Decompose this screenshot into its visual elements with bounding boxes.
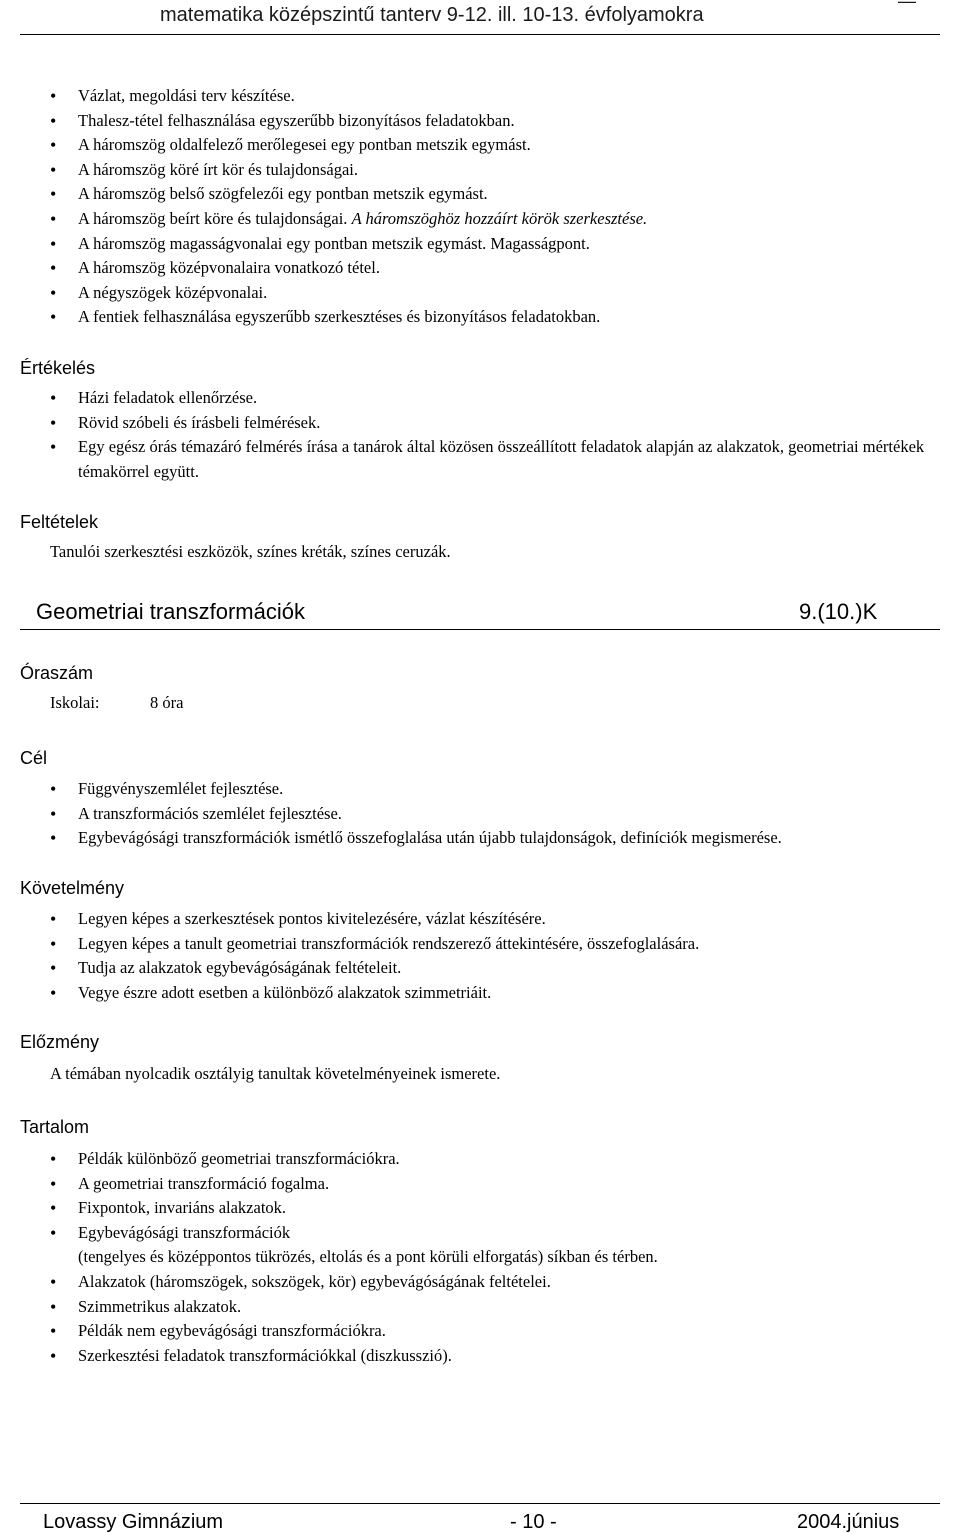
list-item: • Legyen képes a tanult geometriai transzformációk rendszerező áttekintésére, összefoglalására. xyxy=(20,932,940,957)
kovetelmeny-list xyxy=(20,907,940,1005)
list-item: • Alakzatok (háromszögek, sokszögek, kör) egybevágóságának feltételei. xyxy=(20,1270,940,1295)
running-header: matematika középszintű tanterv 9-12. ill. 10-13. évfolyamokra xyxy=(160,4,704,26)
topic-list-top xyxy=(20,84,940,330)
footer-rule xyxy=(20,1503,940,1504)
header-dash: — xyxy=(898,0,916,11)
section-rule xyxy=(20,629,940,630)
section-code: 9.(10.)K xyxy=(799,599,878,624)
list-item: • Vegye észre adott esetben a különböző alakzatok szimmetriáit. xyxy=(20,981,940,1006)
cel-list xyxy=(20,777,940,851)
list-item: • A négyszögek középvonalai. xyxy=(20,281,940,306)
list-item: • Függvényszemlélet fejlesztése. xyxy=(20,777,940,802)
list-item: • Fixpontok, invariáns alakzatok. xyxy=(20,1196,940,1221)
list-item: • A háromszög belső szögfelezői egy pontban metszik egymást. xyxy=(20,182,940,207)
list-item: • Példák különböző geometriai transzformációkra. xyxy=(20,1147,940,1172)
list-item: • Vázlat, megoldási terv készítése. xyxy=(20,84,940,109)
list-item: • Egybevágósági transzformációk ismétlő összefoglalása után újabb tulajdonságok, definíciók megismerése. xyxy=(20,826,940,851)
list-item: • A geometriai transzformáció fogalma. xyxy=(20,1172,940,1197)
list-item: • Egy egész órás témazáró felmérés írása a tanárok által közösen összeállított feladatok alapján az alakzatok, geometriai mértékek témakörrel együtt. xyxy=(20,435,940,484)
oraszam-value: 8 óra xyxy=(150,693,184,712)
list-item: • Szerkesztési feladatok transzformációkkal (diszkusszió). xyxy=(20,1344,940,1369)
header-rule xyxy=(20,34,940,35)
footer-page-number: - 10 - xyxy=(510,1511,557,1533)
footer-school: Lovassy Gimnázium xyxy=(43,1511,224,1533)
heading-oraszam: Óraszám xyxy=(20,663,94,683)
tartalom-list xyxy=(20,1147,940,1368)
list-item: • A transzformációs szemlélet fejlesztése. xyxy=(20,802,940,827)
heading-kovetelmeny: Követelmény xyxy=(20,878,125,898)
list-item: • Legyen képes a szerkesztések pontos kivitelezésére, vázlat készítésére. xyxy=(20,907,940,932)
list-item: • Egybevágósági transzformációk (tengelyes és középpontos tükrözés, eltolás és a pont körüli elforgatás) síkban és térben. xyxy=(20,1221,940,1270)
footer-date: 2004.június xyxy=(797,1511,900,1533)
list-item: • A háromszög köré írt kör és tulajdonságai. xyxy=(20,158,940,183)
section-title: Geometriai transzformációk xyxy=(36,599,305,624)
list-item: • A háromszög oldalfelező merőlegesei egy pontban metszik egymást. xyxy=(20,133,940,158)
list-item: • Thalesz-tétel felhasználása egyszerűbb bizonyításos feladatokban. xyxy=(20,109,940,134)
heading-elozmeny: Előzmény xyxy=(20,1032,100,1052)
heading-feltetelek: Feltételek xyxy=(20,512,99,532)
list-item: • A háromszög beírt köre és tulajdonságai. A háromszöghöz hozzáírt körök szerkesztése. xyxy=(20,207,940,232)
oraszam-label: Iskolai: xyxy=(50,693,100,712)
list-item: • Szimmetrikus alakzatok. xyxy=(20,1295,940,1320)
list-item: • Rövid szóbeli és írásbeli felmérések. xyxy=(20,411,940,436)
feltetelek-text: Tanulói szerkesztési eszközök, színes kréták, színes ceruzák. xyxy=(50,542,451,561)
list-item: • A fentiek felhasználása egyszerűbb szerkesztéses és bizonyításos feladatokban. xyxy=(20,305,940,330)
list-item: • A háromszög magasságvonalai egy pontban metszik egymást. Magasságpont. xyxy=(20,232,940,257)
italic-note: A háromszöghöz hozzáírt körök szerkesztése. xyxy=(351,208,648,228)
list-item: • Példák nem egybevágósági transzformációkra. xyxy=(20,1319,940,1344)
heading-tartalom: Tartalom xyxy=(20,1117,90,1137)
heading-cel: Cél xyxy=(20,748,48,768)
elozmeny-text: A témában nyolcadik osztályig tanultak követelményeinek ismerete. xyxy=(50,1064,501,1083)
list-item: • Tudja az alakzatok egybevágóságának feltételeit. xyxy=(20,956,940,981)
list-item: • A háromszög középvonalaira vonatkozó tétel. xyxy=(20,256,940,281)
heading-ertekeles: Értékelés xyxy=(20,358,96,378)
list-item: • Házi feladatok ellenőrzése. xyxy=(20,386,940,411)
ertekeles-list xyxy=(20,386,940,484)
